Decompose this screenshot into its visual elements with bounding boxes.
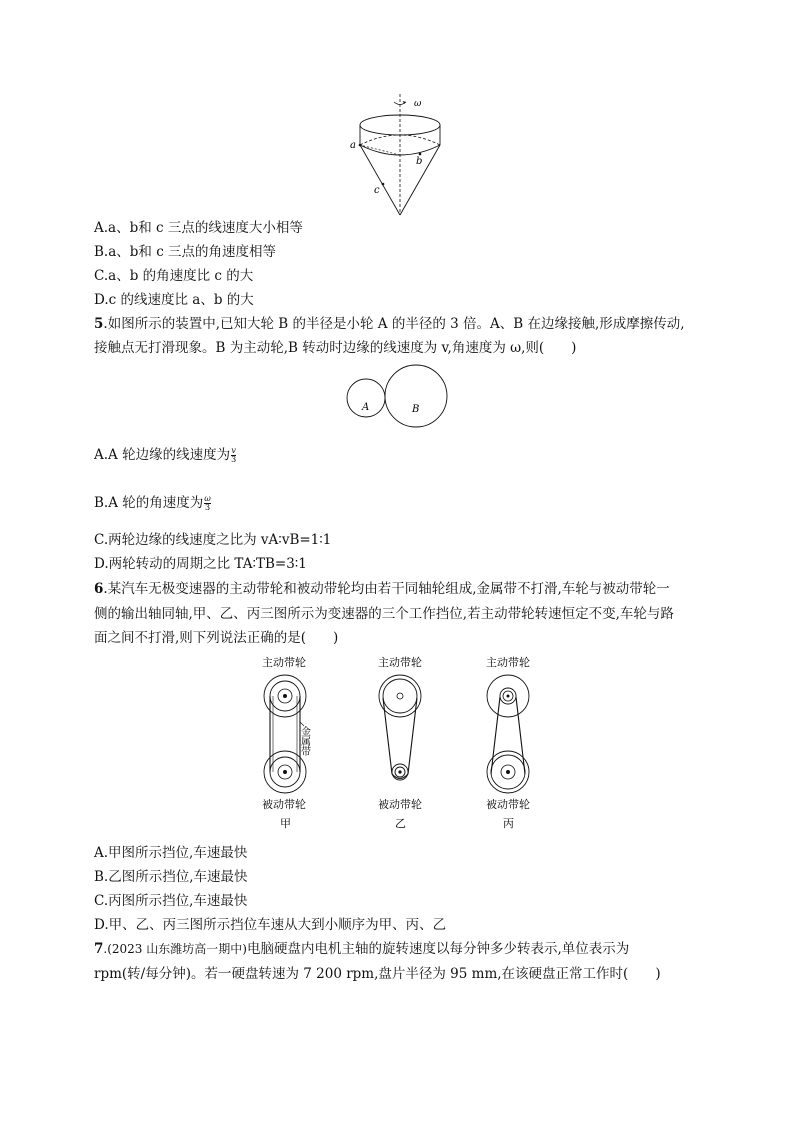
omega-label: ω — [414, 99, 422, 109]
q7-number: 7 — [94, 941, 104, 957]
fraction-numerator: ω — [204, 494, 211, 503]
q6-stem-line3: 面之间不打滑,则下列说法正确的是( ) — [94, 630, 339, 646]
bing-driving-label: 主动带轮 — [486, 656, 530, 669]
q4-option-b: B.a、b和 c 三点的角速度相等 — [94, 244, 277, 260]
fraction-denominator: 3 — [231, 455, 237, 464]
fraction-denominator: 3 — [204, 503, 211, 512]
wheel-a-label: A — [362, 402, 370, 413]
q4-option-d: D.c 的线速度比 a、b 的大 — [94, 292, 254, 308]
q6-number: 6 — [94, 581, 104, 597]
yi-driven-label: 被动带轮 — [378, 798, 422, 811]
jia-label: 甲 — [280, 817, 291, 830]
fraction-v-over-3 — [231, 447, 236, 464]
two-wheels-figure — [345, 362, 450, 428]
belt-label: 金属带 — [298, 726, 310, 756]
q4-option-a: A.a、b和 c 三点的线速度大小相等 — [94, 220, 303, 236]
q6-option-d: D.甲、乙、丙三图所示挡位车速从大到小顺序为甲、丙、乙 — [94, 917, 447, 933]
q6-line1-text: .某汽车无极变速器的主动带轮和被动带轮均由若干同轴轮组成,金属带不打滑,车轮与被动带轮一 — [103, 581, 670, 597]
q6-option-b: B.乙图所示挡位,车速最快 — [94, 869, 248, 885]
point-a-label: a — [350, 140, 356, 151]
q5-number: 5 — [94, 316, 104, 332]
q6-option-c: C.丙图所示挡位,车速最快 — [94, 893, 248, 909]
q5-option-c: C.两轮边缘的线速度之比为 vA∶vB=1∶1 — [94, 532, 332, 548]
belt-drive-figure — [250, 652, 550, 832]
cylinder-cone-figure — [340, 92, 460, 222]
q6-option-a: A.甲图所示挡位,车速最快 — [94, 845, 248, 861]
fraction-omega-over-3 — [204, 495, 211, 512]
q5-option-a-text: A.A 轮边缘的线速度为 — [94, 447, 231, 463]
q7-stem-line2: rpm(转/每分钟)。若一硬盘转速为 7 200 rpm,盘片半径为 95 mm,在该硬盘正常工作时( ) — [94, 966, 661, 982]
yi-driving-label: 主动带轮 — [378, 656, 422, 669]
q5-line1-text: .如图所示的装置中,已知大轮 B 的半径是小轮 A 的半径的 3 倍。A、B 在边缘接触,形成摩擦传动, — [103, 316, 685, 332]
q7-source: .(2023 山东潍坊高一期中) — [103, 942, 247, 956]
point-b-label: b — [416, 156, 423, 167]
fraction-numerator: v — [231, 446, 236, 455]
wheel-b-label: B — [412, 404, 420, 415]
q5-stem-line2: 接触点无打滑现象。B 为主动轮,B 转动时边缘的线速度为 v,角速度为 ω,则( ) — [94, 340, 577, 356]
bing-label: 丙 — [503, 817, 514, 830]
yi-label: 乙 — [395, 817, 406, 830]
q7-line1-text: 电脑硬盘内电机主轴的旋转速度以每分钟多少转表示,单位表示为 — [246, 941, 630, 957]
q5-option-b — [94, 494, 211, 512]
q5-option-b-text: B.A 轮的角速度为 — [94, 495, 204, 511]
jia-driving-label: 主动带轮 — [262, 656, 306, 669]
q5-option-a — [94, 446, 236, 464]
q6-stem-line2: 侧的输出轴同轴,甲、乙、丙三图所示为变速器的三个工作挡位,若主动带轮转速恒定不变,车轮与路 — [94, 606, 674, 622]
bing-driven-label: 被动带轮 — [486, 798, 530, 811]
q7-stem-line1 — [94, 940, 629, 958]
q5-option-d: D.两轮转动的周期之比 TA∶TB=3∶1 — [94, 556, 307, 572]
jia-driven-label: 被动带轮 — [262, 798, 306, 811]
point-c-label: c — [374, 185, 380, 196]
q4-option-c: C.a、b 的角速度比 c 的大 — [94, 268, 254, 284]
q6-stem-line1 — [94, 580, 670, 598]
q5-stem-line1 — [94, 315, 685, 333]
